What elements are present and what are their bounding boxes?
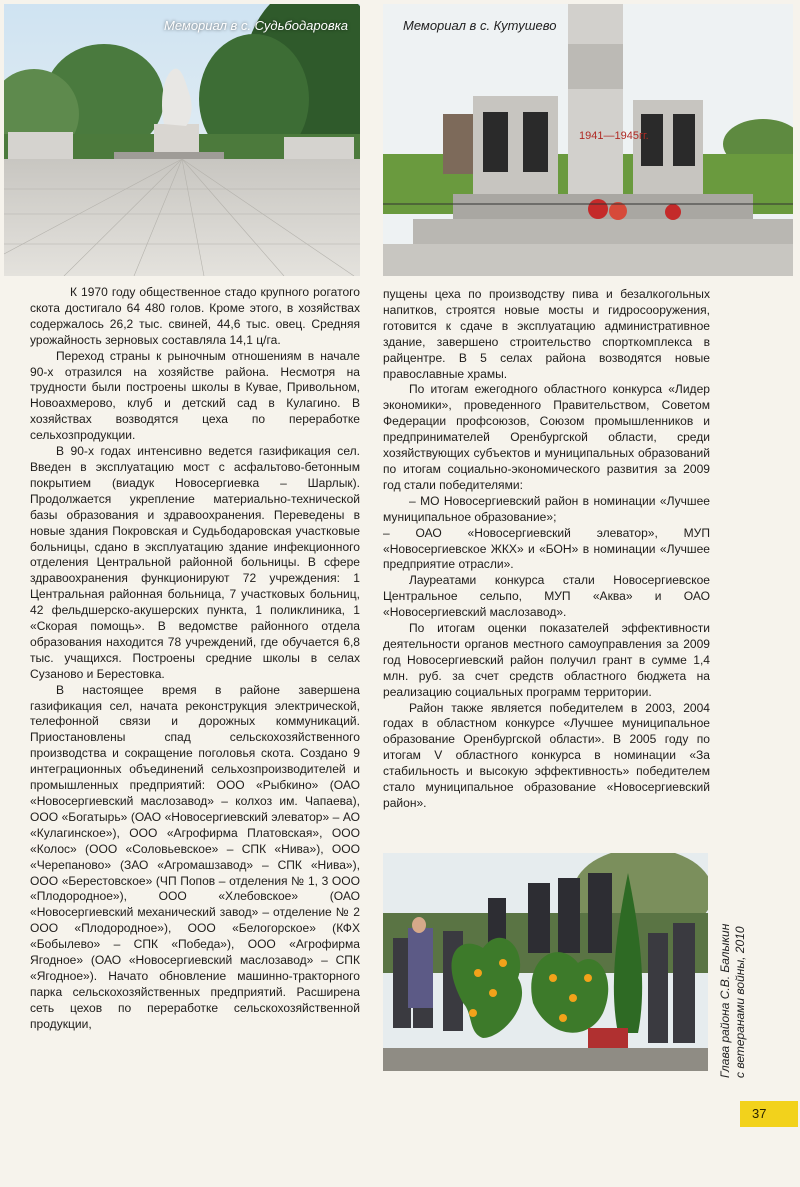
paragraph: – ОАО «Новосергиевский элеватор», МУП «Новосергиевское ЖКХ» и «БОН» в номинации «Лучшее предприятие отрасли».	[383, 525, 710, 572]
paragraph: В 90-х годах интенсивно ведется газификация сел. Введен в эксплуатацию мост с асфальтово-бетонным покрытием (виадук Новосергиевка – Шарлык). Продолжается укрепление материально-технической базы образования и здравоохранения. Переведены в новые здания Покровская и Судьбодаровская участковые больницы, сдано в эксплуатацию здание инфекционного отделения Центральной районной больницы. В сфере здравоохранения функционируют 72 учреждения: 1 Центральная районная больница, 7 участковых больниц, 42 фельдшерско-акушерских пункта, 1 поликлиника, 1 «Скорая помощь». В ведомстве районного отдела образования находится 78 учреждений, где обучается 6,8 тыс. учащихся. Построены средние школы в селах Сузаново и Берестовка.	[30, 444, 360, 681]
caption-line: с ветеранами войны, 2010	[733, 926, 747, 1078]
caption-line: Глава района С.В. Балыкин	[718, 923, 732, 1078]
memorial-photo	[4, 4, 360, 276]
text-column-left	[30, 285, 360, 1033]
text-column-right	[383, 287, 710, 812]
memorial-kutushevo-photo	[383, 4, 793, 276]
photo-kutushevo	[383, 4, 793, 276]
paragraph: По итогам оценки показателей эффективности деятельности органов местного самоуправления за 2009 год Новосергиевский район получил грант в сумме 1,4 млн. руб. за счет средств областного бюджета на реализацию социальных программ территории.	[383, 621, 710, 699]
paragraph: В настоящее время в районе завершена газификация сел, начата реконструкция электрической, телефонной связи и дорожных коммуникаций. Приостановлены спад сельскохозяйственного производства и сокращение поголовья скота. Создано 9 интеграционных объединений сельхозпроизводителей и промышленных предприятий: ООО «Рыбкино» (ОАО «Новосергиевский маслозавод» – колхоз им. Чапаева), ООО «Богатырь» (ОАО «Новосергиевский элеватор» – АО «Кулагинское»), ООО «Агрофирма Платовская», ООО «Колос» (ООО «Соловьевское» – СПК «Нива»), ООО «Черепаново» (ЗАО «Агромашзавод» – СПК «Нива»), ООО «Берестовское» (ЧП Попов – отделения № 1, 3 ООО «Плодородное»), ООО «Хлебовское» (ОАО «Новосергиевский механический завод» – отделение № 2 ООО «Плодородное»), ООО «Белогорское» (КФХ «Бобылево» – СПК «Победа»), ООО «Агрофирма Ягодное» (ОАО «Новосергиевский маслозавод» – СПК «Ягодное»). Начато обновление машинно-тракторного парка сельскохозяйственных предприятий. Расширена сеть цехов по переработке сельскохозяйственной продукции,	[30, 682, 360, 1031]
photo-caption-kutushevo: Мемориал в с. Кутушево	[403, 18, 557, 33]
paragraph: Переход страны к рыночным отношениям в начале 90-х отразился на хозяйстве района. Несмотря на трудности были построены школы в Кувае, Привольном, Новоахмерово, клуб и детский сад в Кулагино. В хозяйствах возводятся цеха по переработке сельхозпродукции.	[30, 348, 360, 443]
paragraph: По итогам ежегодного областного конкурса «Лидер экономики», проведенного Правительством, Советом Федерации профсоюзов, Союзом промышленников и предпринимателей Оренбургской области, среди хозяйствующих субъектов и муниципальных образований по итогам социально-экономического развития за 2009 год стали победителями:	[383, 382, 710, 492]
paragraph: – МО Новосергиевский район в номинации «Лучшее муниципальное образование»;	[383, 493, 710, 524]
paragraph: Лауреатами конкурса стали Новосергиевское Центральное сельпо, МУП «Аква» и ОАО «Новосергиевский маслозавод».	[383, 573, 710, 620]
photo-caption-ceremony	[718, 888, 748, 1078]
photo-caption-sudbodarovka: Мемориал в с. Судьбодаровка	[164, 18, 348, 33]
paragraph: К 1970 году общественное стадо крупного рогатого скота достигало 64 480 голов. Кроме этого, в хозяйствах содержалось 26,2 тыс. свиней, 44,6 тыс. овец. Средняя урожайность зерновых составляла 14,1 ц/га.	[30, 285, 360, 347]
memorial-years-text: 1941—1945гг.	[579, 130, 649, 142]
paragraph: пущены цеха по производству пива и безалкогольных напитков, строятся новые мосты и гидросооружения, готовится к сдаче в эксплуатацию административное здание, завершено строительство спорткомплекса в райцентре. В 5 селах района возводятся новые православные храмы.	[383, 287, 710, 381]
paragraph: Район также является победителем в 2003, 2004 годах в областном конкурсе «Лучшее муниципальное образование Оренбургской области». В 2005 году по итогам V областного конкурса в номинации «За стабильность и высокую эффективность» победителем стало муниципальное образование «Новосергиевский район».	[383, 700, 710, 810]
page-number: 37	[740, 1101, 798, 1127]
ceremony-photo	[383, 853, 708, 1071]
photo-ceremony	[383, 853, 708, 1071]
photo-sudbodarovka	[4, 4, 360, 276]
